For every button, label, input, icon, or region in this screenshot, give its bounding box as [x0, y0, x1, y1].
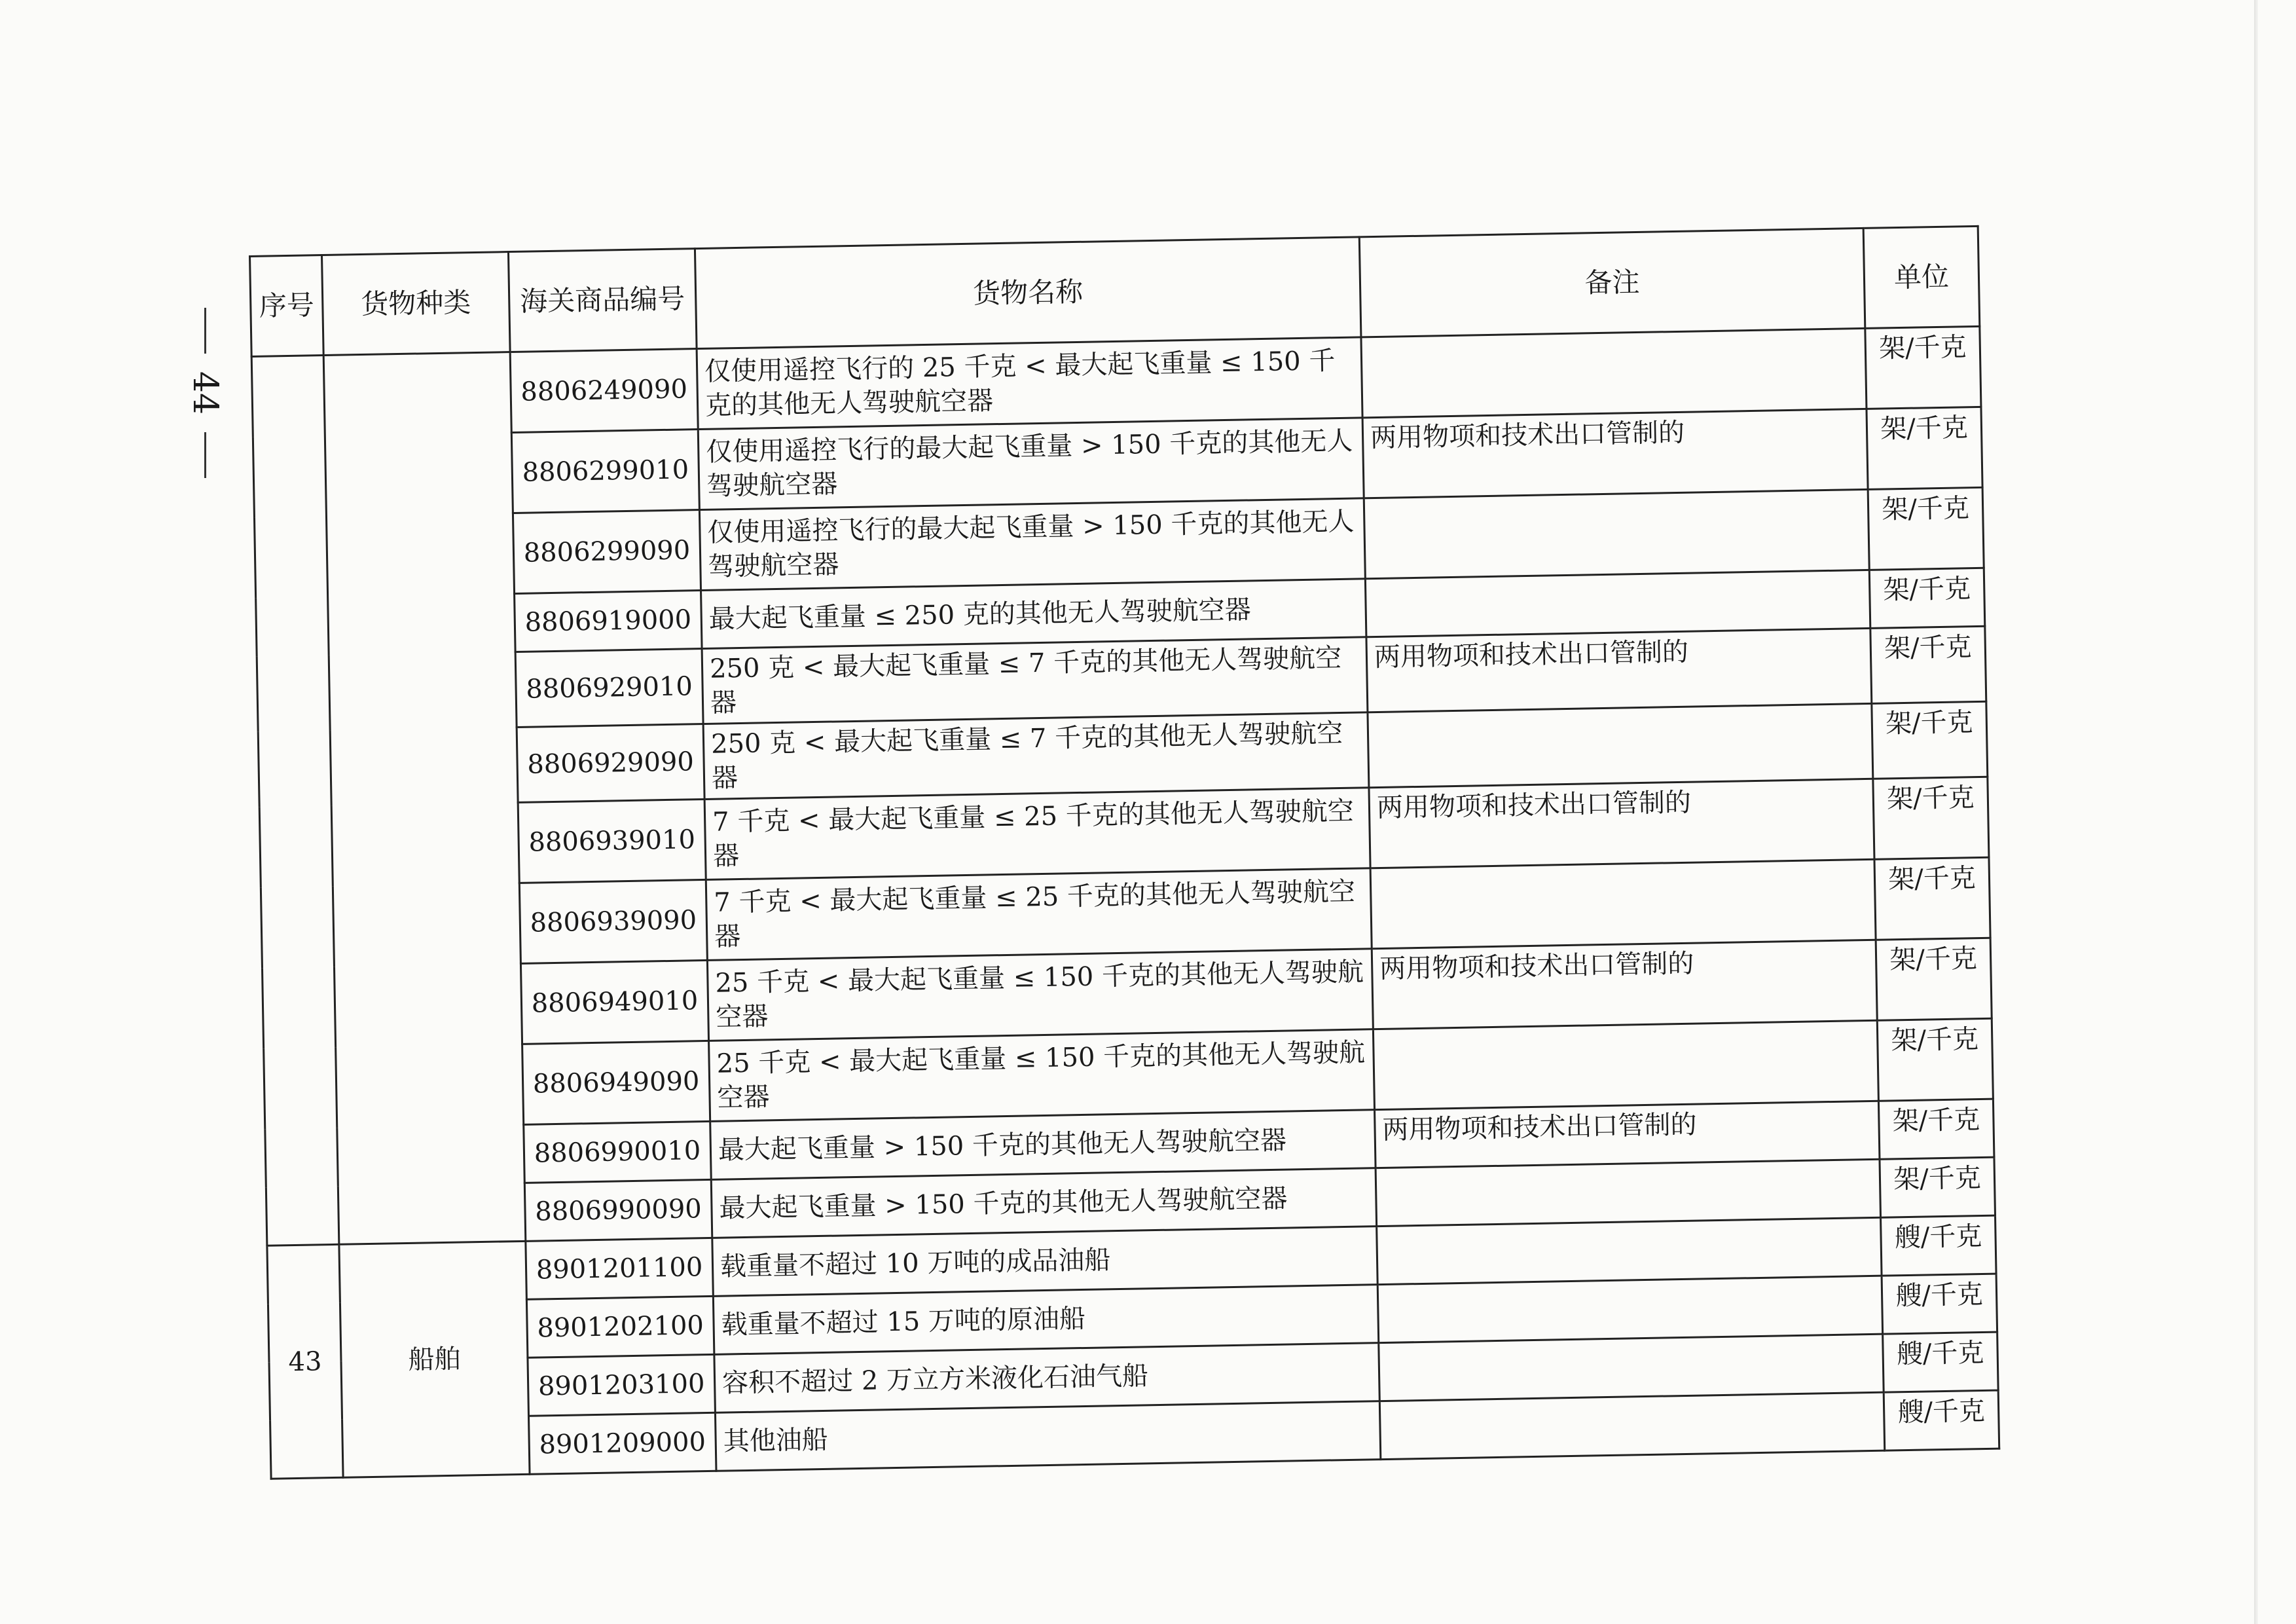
page-edge: [2254, 0, 2258, 1624]
unit-cell: 架/千克: [1877, 1018, 1993, 1101]
group-category: 船舶: [339, 1241, 530, 1477]
goods-name-cell: 载重量不超过 15 万吨的原油船: [713, 1285, 1378, 1355]
remark-cell: [1379, 1392, 1884, 1459]
remark-cell: [1368, 703, 1873, 787]
header-category: 货物种类: [322, 252, 511, 356]
hs-code-cell: 8806990010: [524, 1121, 712, 1183]
remark-cell: 两用物项和技术出口管制的: [1366, 628, 1872, 712]
hs-code-cell: 8806949010: [520, 960, 708, 1044]
goods-table-container: [249, 225, 2000, 1480]
header-seq: 序号: [250, 255, 324, 357]
goods-name-cell: 25 千克 < 最大起飞重量 ≤ 150 千克的其他无人驾驶航空器: [709, 1029, 1375, 1122]
goods-name-cell: 其他油船: [715, 1401, 1380, 1471]
page-number-dash-bottom: [204, 432, 206, 478]
goods-name-cell: 仅使用遥控飞行的最大起飞重量 > 150 千克的其他无人驾驶航空器: [699, 498, 1365, 591]
group-seq: 43: [267, 1244, 343, 1479]
unit-cell: 艘/千克: [1884, 1390, 1999, 1450]
header-hs-code: 海关商品编号: [508, 249, 697, 352]
remark-cell: [1377, 1276, 1882, 1342]
unit-cell: 架/千克: [1878, 1099, 1994, 1159]
goods-name-cell: 载重量不超过 10 万吨的成品油船: [712, 1227, 1377, 1297]
unit-cell: 架/千克: [1873, 777, 1989, 859]
hs-code-cell: 8806929090: [517, 724, 704, 802]
hs-code-cell: 8806939010: [518, 799, 706, 883]
hs-code-cell: 8901201100: [526, 1238, 714, 1299]
unit-cell: 架/千克: [1868, 487, 1984, 570]
remark-cell: [1373, 1020, 1878, 1109]
unit-cell: 架/千克: [1865, 326, 1981, 409]
remark-cell: [1376, 1159, 1880, 1226]
hs-code-cell: 8806949090: [522, 1041, 710, 1124]
header-remarks: 备注: [1359, 228, 1865, 337]
hs-code-cell: 8901202100: [526, 1296, 714, 1357]
goods-name-cell: 7 千克 < 最大起飞重量 ≤ 25 千克的其他无人驾驶航空器: [706, 868, 1372, 961]
goods-name-cell: 250 克 < 最大起飞重量 ≤ 7 千克的其他无人驾驶航空器: [703, 712, 1369, 800]
hs-code-cell: 8806249090: [510, 349, 698, 433]
unit-cell: 架/千克: [1872, 701, 1988, 779]
hs-code-cell: 8901209000: [528, 1412, 716, 1474]
page-number: [175, 308, 234, 504]
goods-name-cell: 7 千克 < 最大起飞重量 ≤ 25 千克的其他无人驾驶航空器: [704, 788, 1370, 880]
goods-name-cell: 最大起飞重量 > 150 千克的其他无人驾驶航空器: [711, 1168, 1376, 1238]
unit-cell: 架/千克: [1870, 626, 1986, 703]
unit-cell: 艘/千克: [1883, 1332, 1999, 1392]
unit-cell: 架/千克: [1876, 938, 1992, 1020]
hs-code-cell: 8806929010: [515, 649, 703, 728]
unit-cell: 艘/千克: [1881, 1215, 1997, 1276]
remark-cell: 两用物项和技术出口管制的: [1375, 1101, 1880, 1168]
remark-cell: [1377, 1217, 1882, 1284]
goods-name-cell: 仅使用遥控飞行的 25 千克 < 最大起飞重量 ≤ 150 千克的其他无人驾驶航空器: [697, 337, 1362, 430]
goods-name-cell: 25 千克 < 最大起飞重量 ≤ 150 千克的其他无人驾驶航空器: [707, 949, 1373, 1041]
remark-cell: 两用物项和技术出口管制的: [1362, 409, 1868, 498]
remark-cell: 两用物项和技术出口管制的: [1372, 940, 1877, 1029]
hs-code-cell: 8806939090: [519, 879, 707, 963]
page-number-dash-top: [204, 308, 206, 354]
goods-name-cell: 最大起飞重量 > 150 千克的其他无人驾驶航空器: [710, 1110, 1376, 1180]
unit-cell: 艘/千克: [1882, 1274, 1997, 1334]
remark-cell: [1364, 489, 1869, 578]
goods-name-cell: 250 克 < 最大起飞重量 ≤ 7 千克的其他无人驾驶航空器: [702, 637, 1368, 724]
hs-code-cell: 8806990090: [524, 1179, 712, 1241]
hs-code-cell: 8806919000: [515, 591, 702, 652]
hs-code-cell: 8806299090: [513, 510, 701, 594]
goods-name-cell: 最大起飞重量 ≤ 250 克的其他无人驾驶航空器: [701, 579, 1366, 649]
header-unit: 单位: [1863, 226, 1980, 328]
goods-table: [249, 225, 2000, 1480]
unit-cell: 架/千克: [1867, 407, 1982, 489]
unit-cell: 架/千克: [1880, 1157, 1995, 1217]
unit-cell: 架/千克: [1874, 857, 1990, 940]
goods-name-cell: 容积不超过 2 万立方米液化石油气船: [714, 1343, 1379, 1413]
goods-name-cell: 仅使用遥控飞行的最大起飞重量 > 150 千克的其他无人驾驶航空器: [698, 418, 1364, 510]
unit-cell: 架/千克: [1869, 568, 1985, 628]
page-number-text: 44: [185, 371, 225, 415]
remark-cell: [1379, 1334, 1884, 1401]
hs-code-cell: 8901203100: [528, 1354, 716, 1416]
remark-cell: 两用物项和技术出口管制的: [1369, 779, 1874, 868]
remark-cell: [1365, 570, 1870, 637]
hs-code-cell: 8806299010: [511, 430, 699, 513]
header-name: 货物名称: [695, 237, 1361, 349]
remark-cell: [1361, 328, 1867, 417]
remark-cell: [1370, 859, 1876, 948]
group-category: [323, 352, 526, 1245]
